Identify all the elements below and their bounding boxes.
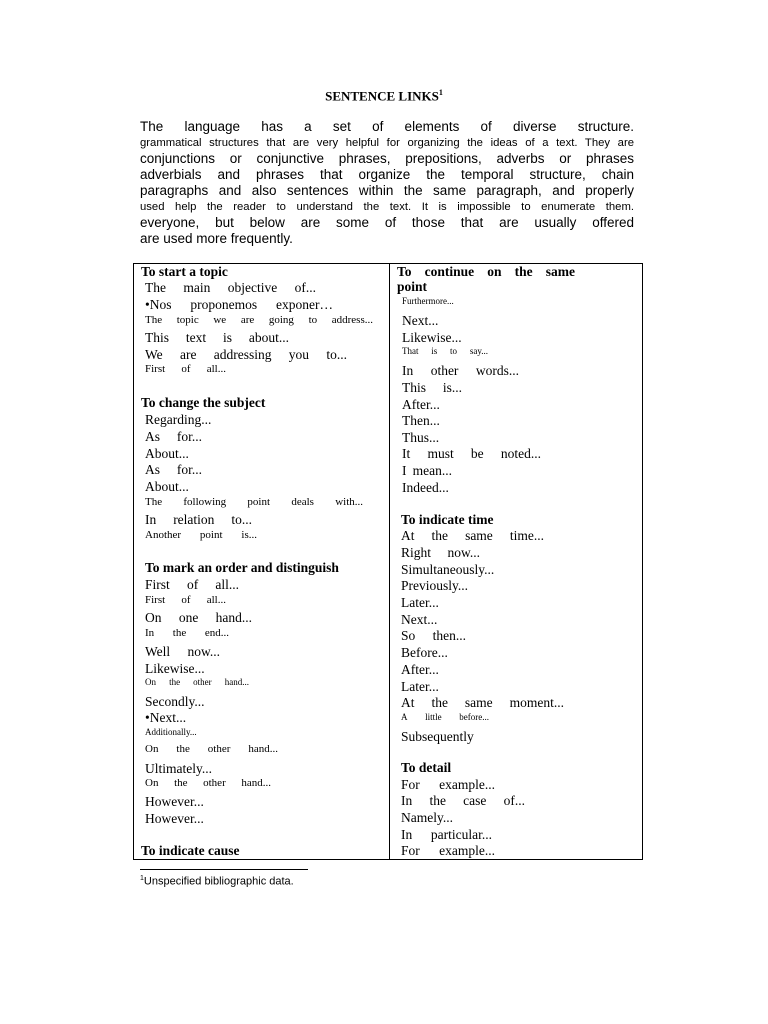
word: then...	[432, 628, 466, 643]
word: For	[401, 843, 420, 858]
intro-line: conjunctions or conjunctive phrases, prepositions, adverbs or phrases	[140, 151, 634, 166]
list-item	[145, 577, 239, 593]
list-item	[401, 793, 525, 809]
word: of...	[503, 793, 525, 808]
word: to	[450, 346, 458, 356]
list-item: Later...	[401, 595, 439, 610]
list-item: Later...	[401, 679, 439, 694]
word: on	[487, 264, 502, 279]
list-item: Indeed...	[402, 480, 449, 495]
word: the	[431, 528, 449, 543]
word: noted...	[500, 446, 541, 461]
intro-line: grammatical structures that are very helpful for organizing the ideas of a text. They are	[140, 137, 634, 149]
word: little	[425, 712, 442, 722]
word: to	[308, 314, 318, 326]
list-item: About...	[145, 479, 189, 494]
word: now...	[187, 644, 220, 659]
list-item: Likewise...	[145, 661, 205, 676]
word: In	[402, 363, 414, 378]
list-item	[401, 528, 544, 544]
list-item	[145, 610, 252, 626]
word: On	[145, 743, 159, 755]
word: hand...	[215, 610, 252, 625]
word: other	[207, 743, 231, 755]
word: same	[465, 528, 493, 543]
word: I	[402, 463, 407, 478]
word: words...	[475, 363, 519, 378]
word: about...	[248, 330, 289, 345]
list-item	[402, 446, 541, 462]
intro-line: are used more frequently.	[140, 231, 293, 246]
word: the	[431, 695, 448, 710]
page-title	[0, 88, 768, 104]
list-item: Before...	[401, 645, 448, 660]
word: all...	[215, 577, 239, 592]
list-item	[402, 363, 519, 379]
word: say...	[469, 346, 488, 356]
word: In	[401, 793, 413, 808]
word: of	[181, 363, 191, 375]
word: mean...	[412, 463, 452, 478]
word: So	[401, 628, 416, 643]
list-item: Ultimately...	[145, 761, 212, 776]
word: is	[222, 330, 232, 345]
word: are	[240, 314, 255, 326]
word: First	[145, 594, 166, 606]
word: end...	[204, 627, 229, 639]
word: hand...	[248, 743, 278, 755]
intro-line: The language has a set of elements of diverse structure.	[140, 119, 634, 134]
intro-line: used help the reader to understand the text. It is impossible to enumerate them.	[140, 201, 634, 213]
section-heading-start-topic: To start a topic	[141, 264, 228, 279]
section-heading-detail: To detail	[401, 760, 452, 775]
word: relation	[173, 512, 215, 527]
list-item	[145, 644, 220, 660]
list-item: However...	[145, 794, 204, 809]
list-item: Regarding...	[145, 412, 212, 427]
list-item: Additionally...	[145, 727, 197, 737]
word: are	[179, 347, 197, 362]
list-item	[401, 628, 466, 644]
word: is	[431, 346, 438, 356]
list-item	[145, 529, 257, 541]
title-footnote-mark: 1	[438, 88, 443, 97]
section-heading-change-subject: To change the subject	[141, 395, 266, 410]
word: other	[203, 777, 226, 789]
section-heading-continue-point-line2: point	[397, 279, 428, 294]
footnote-divider	[140, 869, 308, 870]
list-item: Namely...	[401, 810, 453, 825]
word: On	[145, 777, 159, 789]
list-item: Furthermore...	[402, 296, 454, 306]
word: address...	[331, 314, 373, 326]
word: This	[145, 330, 170, 345]
word: proponemos	[190, 297, 258, 312]
list-item: Then...	[402, 413, 440, 428]
list-item	[401, 695, 564, 711]
word: we	[213, 314, 227, 326]
connectors-table	[133, 263, 643, 860]
list-item	[145, 777, 271, 789]
list-item	[145, 627, 229, 639]
word: you	[288, 347, 310, 362]
word: In	[145, 627, 155, 639]
word: deals	[291, 496, 314, 508]
word: particular...	[430, 827, 492, 842]
list-item	[145, 743, 278, 755]
word: Another	[145, 529, 182, 541]
word: the	[172, 627, 187, 639]
list-item	[402, 380, 462, 396]
list-item	[402, 463, 452, 479]
list-item	[401, 712, 489, 722]
intro-paragraph	[140, 119, 634, 247]
word: one	[178, 610, 199, 625]
footnote-mark: 1	[140, 875, 144, 882]
word: same	[464, 695, 493, 710]
word: must	[427, 446, 454, 461]
word: A	[401, 712, 408, 722]
title-text: SENTENCE LINKS	[325, 88, 439, 104]
footnote-text: Unspecified bibliographic data.	[143, 875, 294, 888]
word: the	[514, 264, 533, 279]
word: with...	[335, 496, 363, 508]
list-item	[401, 545, 480, 561]
list-item	[145, 462, 202, 478]
word: On	[145, 677, 156, 687]
list-item	[145, 496, 363, 508]
word: now...	[447, 545, 480, 560]
list-item	[145, 594, 226, 606]
list-item	[145, 314, 373, 326]
word: point	[247, 496, 271, 508]
footnote	[140, 875, 294, 888]
word: objective	[227, 280, 278, 295]
word: On	[145, 610, 162, 625]
list-item: Next...	[401, 612, 438, 627]
word: of	[186, 577, 199, 592]
word: The	[145, 496, 163, 508]
word: In	[401, 827, 413, 842]
word: other	[430, 363, 459, 378]
word: the	[169, 677, 181, 687]
list-item: About...	[145, 446, 189, 461]
list-item: After...	[401, 662, 439, 677]
word: example...	[439, 777, 495, 792]
word: continue	[424, 264, 475, 279]
list-item: Subsequently	[401, 729, 474, 744]
list-item	[145, 429, 202, 445]
list-item	[145, 677, 249, 687]
word: Well	[145, 644, 171, 659]
word: hand...	[241, 777, 271, 789]
list-item: Previously...	[401, 578, 468, 593]
word: As	[145, 429, 161, 444]
column-divider	[389, 264, 390, 859]
intro-line: adverbials and phrases that organize the temporal structure, chain	[140, 167, 634, 182]
list-item	[145, 280, 316, 296]
list-item	[145, 512, 252, 528]
word: for...	[176, 429, 202, 444]
word: the	[174, 777, 188, 789]
word: going	[268, 314, 294, 326]
word: point	[199, 529, 223, 541]
word: all...	[206, 363, 226, 375]
word: •Nos	[145, 297, 172, 312]
word: before...	[459, 712, 489, 722]
intro-line: paragraphs and also sentences within the same paragraph, and properly	[140, 183, 634, 198]
list-item	[401, 843, 495, 859]
list-item	[401, 777, 495, 793]
word: example...	[439, 843, 495, 858]
word: of	[181, 594, 191, 606]
word: for...	[176, 462, 202, 477]
list-item	[402, 346, 488, 356]
word: In	[145, 512, 157, 527]
word: time...	[509, 528, 544, 543]
word: be	[470, 446, 484, 461]
word: Right	[401, 545, 432, 560]
word: As	[145, 462, 161, 477]
word: The	[145, 314, 163, 326]
list-item	[145, 347, 347, 363]
list-item	[145, 363, 226, 375]
word: the	[429, 793, 446, 808]
section-heading-indicate-cause: To indicate cause	[141, 843, 240, 858]
word: to...	[326, 347, 347, 362]
word: This	[402, 380, 427, 395]
word: main	[183, 280, 211, 295]
word: moment...	[509, 695, 564, 710]
word: other	[193, 677, 212, 687]
list-item: Secondly...	[145, 694, 205, 709]
list-item	[401, 827, 492, 843]
list-item: •Next...	[145, 710, 187, 725]
word: At	[401, 528, 415, 543]
list-item: However...	[145, 811, 204, 826]
list-item: Thus...	[402, 430, 440, 445]
section-heading-indicate-time: To indicate time	[401, 512, 494, 527]
word: We	[145, 347, 163, 362]
intro-line: everyone, but below are some of those that are usually offered	[140, 215, 634, 230]
list-item: Next...	[402, 313, 439, 328]
word: At	[401, 695, 415, 710]
word: same	[545, 264, 575, 279]
list-item	[145, 297, 333, 313]
word: exponer…	[276, 297, 333, 312]
section-heading-mark-order: To mark an order and distinguish	[145, 560, 339, 575]
word: The	[145, 280, 166, 295]
word: First	[145, 363, 166, 375]
list-item: After...	[402, 397, 440, 412]
word: hand...	[224, 677, 249, 687]
section-heading-continue-point	[397, 264, 575, 280]
word: of...	[294, 280, 316, 295]
word: First	[145, 577, 170, 592]
word: to...	[231, 512, 252, 527]
word: For	[401, 777, 420, 792]
word: It	[402, 446, 411, 461]
word: is...	[241, 529, 257, 541]
word: the	[176, 743, 190, 755]
word: case	[463, 793, 487, 808]
word: That	[402, 346, 419, 356]
word: all...	[206, 594, 226, 606]
list-item: Likewise...	[402, 330, 462, 345]
word: following	[183, 496, 227, 508]
word: text	[185, 330, 207, 345]
list-item: Simultaneously...	[401, 562, 495, 577]
word: topic	[176, 314, 199, 326]
word: To	[397, 264, 412, 279]
word: is...	[442, 380, 462, 395]
list-item	[145, 330, 289, 346]
word: addressing	[213, 347, 272, 362]
